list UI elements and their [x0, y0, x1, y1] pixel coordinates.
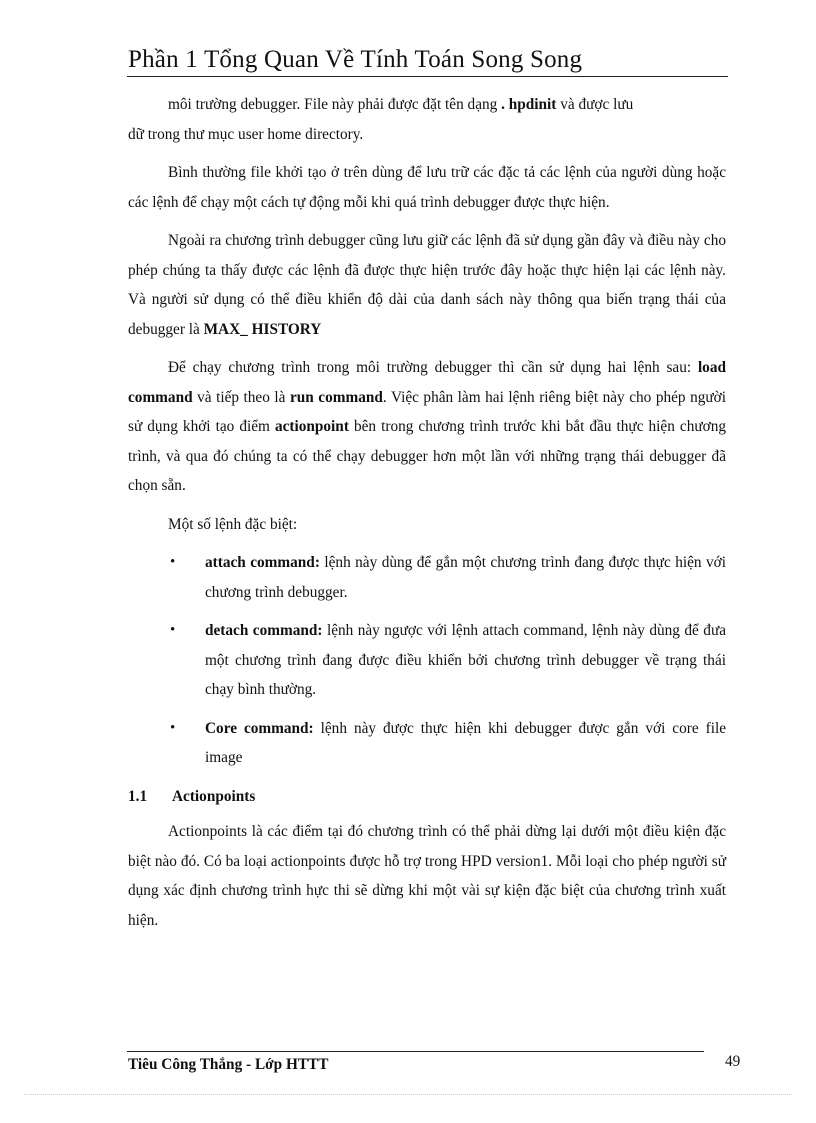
list-item-text: lệnh này được thực hiện khi debugger được gắn với core file image [205, 719, 726, 766]
page-header-title: Phần 1 Tổng Quan Về Tính Toán Song Song [128, 46, 583, 73]
paragraph-init-file: Bình thường file khởi tạo ở trên dùng để lưu trữ các đặc tả các lệnh của người dùng hoặc các lệnh để chạy một cách tự động mỗi khi quá trình debugger được thực hiện. [128, 164, 726, 211]
bold-term-actionpoint: actionpoint [274, 418, 349, 435]
section-number: 1.1 [128, 787, 148, 805]
list-item-text: lệnh này dùng để gắn một chương trình đang được thực hiện với chương trình debugger. [205, 554, 726, 601]
paragraph-text: . Việc phân làm hai lệnh riêng biệt này cho phép người sử dụng khởi tạo điểm [128, 388, 727, 435]
list-item [128, 714, 726, 773]
document-body [128, 90, 726, 944]
list-item [128, 616, 726, 705]
paragraph-text: dữ trong thư mục user home directory. [128, 125, 364, 143]
paragraph-text: môi trường debugger. File này phải được đặt tên dạng [168, 96, 498, 113]
paragraph-text: Ngoài ra chương trình debugger cũng lưu giữ các lệnh đã sử dụng gần đây và điều này cho phép chúng ta thấy được các lệnh đã được thực hiện trước đây hoặc thực hiện lại các lệnh này. Và người sử dụng có thể điều khiển độ dài của danh sách này thông qua biến trạng thái của debugger là [128, 232, 726, 338]
bold-term-hpdinit: . hpdinit [501, 96, 557, 113]
section-title: Actionpoints [172, 787, 256, 805]
bold-term-max-history: MAX_ HISTORY [203, 320, 322, 338]
bold-term-run-command: run command [289, 388, 383, 406]
footer-author: Tiêu Công Thắng - Lớp HTTT [128, 1056, 329, 1073]
bold-term-core-command: Core command: [205, 719, 314, 737]
bullet-icon: • [170, 622, 176, 638]
page-number: 49 [725, 1053, 741, 1070]
bullet-icon: • [170, 554, 176, 570]
paragraph-special-commands: Một số lệnh đặc biệt: [168, 515, 298, 533]
list-item [128, 548, 726, 607]
command-list [128, 548, 726, 773]
list-item-text: lệnh này ngược với lệnh attach command, lệnh này dùng để đưa một chương trình đang được điều khiển bởi chương trình debugger về trạng thái chạy bình thường. [205, 622, 727, 698]
paragraph-history [128, 226, 726, 344]
paragraph-text: và tiếp theo là [197, 388, 286, 406]
footer-divider [127, 1051, 704, 1052]
bold-term-load-command: load command [128, 359, 726, 406]
bullet-icon: • [170, 719, 176, 736]
bold-term-detach-command: detach command: [205, 622, 323, 639]
header-divider [127, 76, 728, 77]
paragraph-actionpoints: Actionpoints là các điểm tại đó chương trình có thể phải dừng lại dưới một điều kiện đặc biệt nào đó. Có ba loại actionpoints được hỗ trợ trong HPD version1. Mỗi loại cho phép người sử dụng xác định chương trình hực thi sẽ dừng khi một vài sự kiện đặc biệt của chương trình xuất hiện. [128, 823, 726, 929]
paragraph-text: bên trong chương trình trước khi bắt đầu thực hiện chương trình, và qua đó chúng ta có thể chạy debugger hơn một lần với những trạng thái debugger đã chọn sẵn. [128, 418, 727, 494]
page-bottom-border [24, 1094, 792, 1095]
section-heading [128, 782, 726, 812]
paragraph-hpdinit [128, 90, 726, 149]
bold-term-attach-command: attach command: [205, 554, 320, 571]
paragraph-text: và được lưu [560, 96, 634, 113]
paragraph-load-run [128, 353, 726, 501]
paragraph-text: Để chạy chương trình trong môi trường debugger thì cần sử dụng hai lệnh sau: [168, 359, 692, 376]
